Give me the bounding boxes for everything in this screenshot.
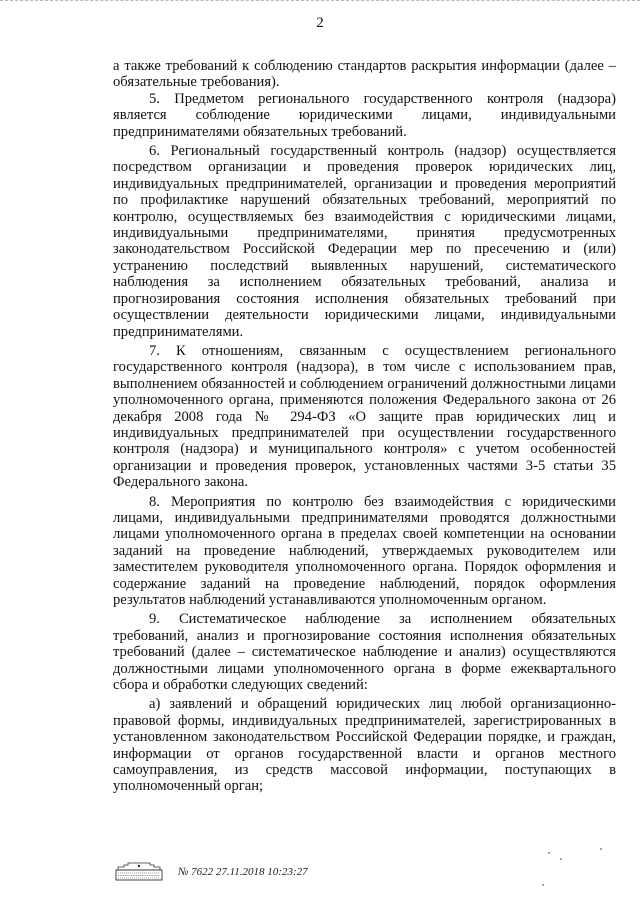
paragraph-continuation: а также требований к соблюдению стандартов раскрытия информации (далее – обязательные требования). <box>113 58 616 91</box>
paragraph-8: 8. Мероприятия по контролю без взаимодействия с юридическими лицами, индивидуальными предпринимателями проводятся должностными лицами уполномоченного органа в пределах своей компетенции на основании заданий на проведение наблюдений, утверждаемых руководителем или заместителем руководителя уполномоченного органа. Порядок оформления и содержание заданий на проведение наблюдений, порядок оформления результатов наблюдений устанавливаются уполномоченным органом. <box>113 493 616 608</box>
paragraph-7: 7. К отношениям, связанным с осуществлением регионального государственного контроля (надзора), в том числе с использованием прав, выполнением обязанностей и соблюдением ограничений должностными лицами уполномоченного органа, применяются положения Федерального закона от 26 декабря 2008 года № 294-ФЗ «О защите прав юридических лиц и индивидуальных предпринимателей при осуществлении государственного контроля (надзора) и муниципального контроля» с учетом особенностей организации и проведения проверок, установленных частями 3-5 статьи 35 Федерального закона. <box>113 342 616 491</box>
seal-stamp-icon <box>114 862 164 882</box>
registration-number: № 7622 27.11.2018 10:23:27 <box>178 866 308 878</box>
paragraph-9: 9. Систематическое наблюдение за исполнением обязательных требований, анализ и прогнозирование состояния исполнения обязательных требований (далее – систематическое наблюдение и анализ) осуществляются должностными лицами уполномоченного органа в форме ежеквартального сбора и обработки следующих сведений: <box>113 611 616 694</box>
registration-footer <box>114 862 414 886</box>
paragraph-9-a: а) заявлений и обращений юридических лиц любой организационно-правовой формы, индивидуальных предпринимателей, зарегистрированных в установленном законодательством Российской Федерации порядке, и граждан, информации от органов государственной власти и органов местного самоуправления, из средств массовой информации, поступающих в уполномоченный орган; <box>113 696 616 795</box>
scan-speck <box>542 884 544 886</box>
paragraph-6: 6. Региональный государственный контроль (надзор) осуществляется посредством организации и проведения проверок юридических лиц, индивидуальных предпринимателей, организации и проведения мероприятий по профилактике нарушений обязательных требований, мероприятий по контролю, осуществляемых без взаимодействия с юридическими лицами, индивидуальными предпринимателями, принятия предусмотренных законодательством Российской Федерации мер по пресечению и (или) устранению последствий выявленных нарушений, систематического наблюдения за исполнением обязательных требований, анализа и прогнозирования состояния исполнения обязательных требований при осуществлении деятельности юридическими лицами, индивидуальными предпринимателями. <box>113 143 616 340</box>
document-body <box>113 58 616 795</box>
scan-speck <box>548 852 550 854</box>
scan-speck <box>560 858 562 860</box>
page-number: 2 <box>316 15 324 31</box>
paragraph-5: 5. Предметом регионального государственного контроля (надзора) является соблюдение юридическими лицами, индивидуальными предпринимателями обязательных требований. <box>113 90 616 140</box>
scan-speck <box>600 848 602 850</box>
scan-edge-line <box>0 0 640 5</box>
